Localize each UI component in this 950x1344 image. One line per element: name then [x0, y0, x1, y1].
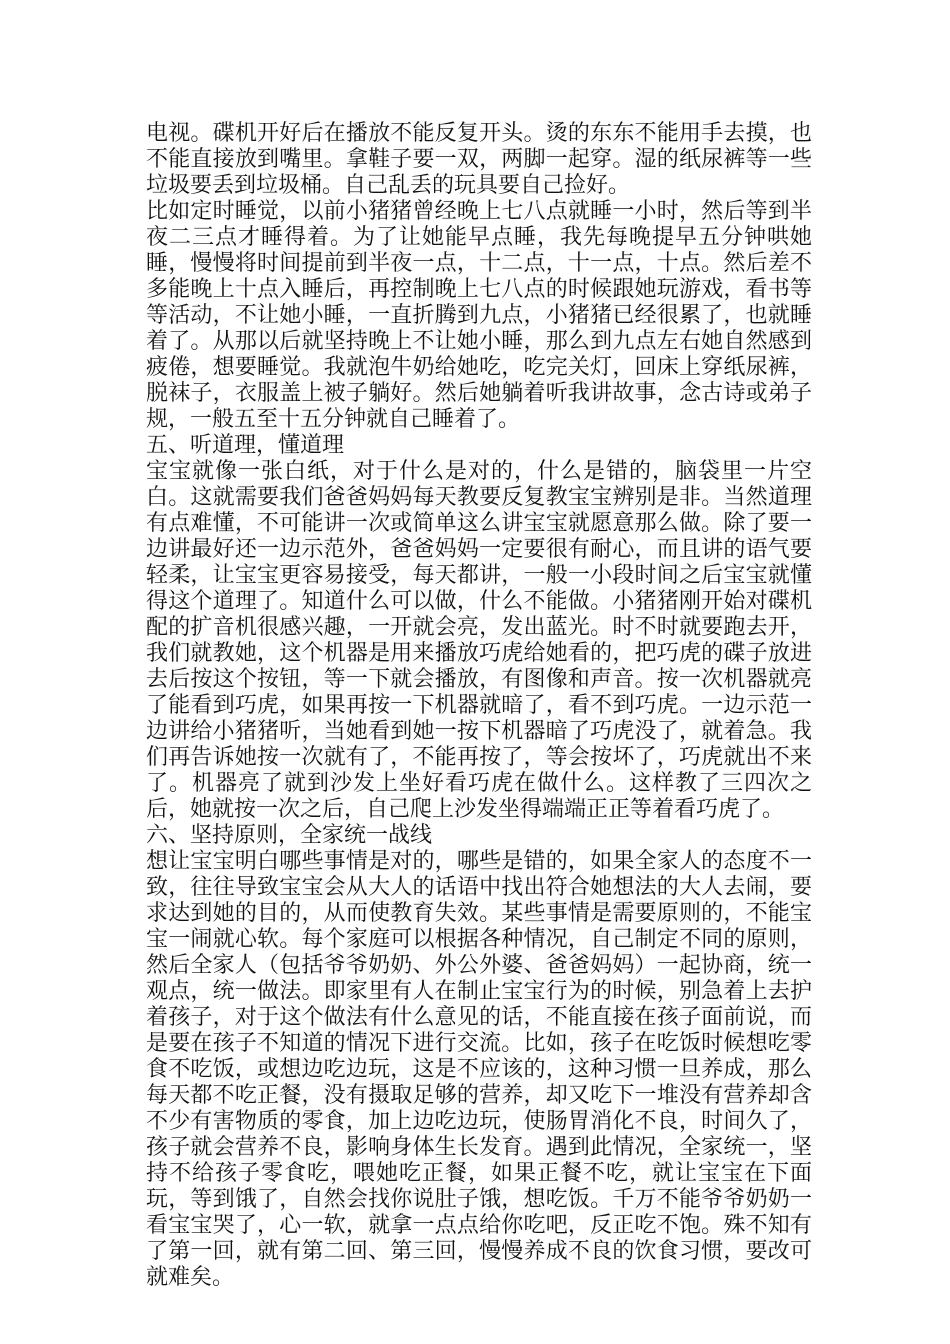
section-heading-6: 六、坚持原则，全家统一战线	[146, 823, 433, 848]
paragraph-sleep-schedule: 比如定时睡觉，以前小猪猪曾经晚上七八点就睡一小时，然后等到半夜二三点才睡得着。为了让她能早点睡，我先每晚提早五分钟哄她睡，慢慢将时间提前到半夜一点，十二点，十一点，十点。然后差不多能晚上十点入睡后，再控制晚上七八点的时候跟她玩游戏，看书等等活动，不让她小睡，一直折腾到九点，小猪猪已经很累了，也就睡着了。从那以后就坚持晚上不让她小睡，那么到九点左右她自然感到疲倦，想要睡觉。我就泡牛奶给她吃，吃完关灯，回床上穿纸尿裤，脱袜子，衣服盖上被子躺好。然后她躺着听我讲故事，念古诗或弟子规，一般五至十五分钟就自己睡着了。	[146, 199, 812, 432]
paragraph-reasoning: 宝宝就像一张白纸，对于什么是对的，什么是错的，脑袋里一片空白。这就需要我们爸爸妈妈每天教要反复教宝宝辨别是非。当然道理有点难懂，不可能讲一次或简单这么讲宝宝就愿意那么做。除了要一边讲最好还一边示范外，爸爸妈妈一定要很有耐心，而且讲的语气要轻柔，让宝宝更容易接受，每天都讲，一般一小段时间之后宝宝就懂得这个道理了。知道什么可以做，什么不能做。小猪猪刚开始对碟机配的扩音机很感兴趣，一开就会亮，发出蓝光。时不时就要跑去开，我们就教她，这个机器是用来播放巧虎给她看的，把巧虎的碟子放进去后按这个按钮，等一下就会播放，有图像和声音。按一次机器就亮了能看到巧虎，如果再按一下机器就暗了，看不到巧虎。一边示范一边讲给小猪猪听，当她看到她一按下机器暗了巧虎没了，就着急。我们再告诉她按一次就有了，不能再按了，等会按坏了，巧虎就出不来了。机器亮了就到沙发上坐好看巧虎在做什么。这样教了三四次之后，她就按一次之后，自己爬上沙发坐得端端正正等着看巧虎了。	[146, 459, 812, 822]
document-body	[146, 121, 812, 1291]
paragraph-family-principles: 想让宝宝明白哪些事情是对的，哪些是错的，如果全家人的态度不一致，往往导致宝宝会从大人的话语中找出符合她想法的大人去闹，要求达到她的目的，从而使教育失效。某些事情是需要原则的，不能宝宝一闹就心软。每个家庭可以根据各种情况，自己制定不同的原则，然后全家人（包括爷爷奶奶、外公外婆、爸爸妈妈）一起协商，统一观点，统一做法。即家里有人在制止宝宝行为的时候，别急着上去护着孩子，对于这个做法有什么意见的话，不能直接在孩子面前说，而是要在孩子不知道的情况下进行交流。比如，孩子在吃饭时候想吃零食不吃饭，或想边吃边玩，这是不应该的，这种习惯一旦养成，那么每天都不吃正餐，没有摄取足够的营养，却又吃下一堆没有营养却含不少有害物质的零食，加上边吃边玩，使肠胃消化不良，时间久了，孩子就会营养不良，影响身体生长发育。遇到此情况，全家统一，坚持不给孩子零食吃，喂她吃正餐，如果正餐不吃，就让宝宝在下面玩，等到饿了，自然会找你说肚子饿，想吃饭。千万不能爷爷奶奶一看宝宝哭了，心一软，就拿一点点给你吃吧，反正吃不饱。殊不知有了第一回，就有第二回、第三回，慢慢养成不良的饮食习惯，要改可就难矣。	[146, 849, 812, 1290]
paragraph-daily-rules: 电视。碟机开好后在播放不能反复开头。烫的东东不能用手去摸，也不能直接放到嘴里。拿鞋子要一双，两脚一起穿。湿的纸尿裤等一些垃圾要丢到垃圾桶。自己乱丢的玩具要自己捡好。	[146, 121, 812, 198]
section-heading-5: 五、听道理，懂道理	[146, 433, 345, 458]
